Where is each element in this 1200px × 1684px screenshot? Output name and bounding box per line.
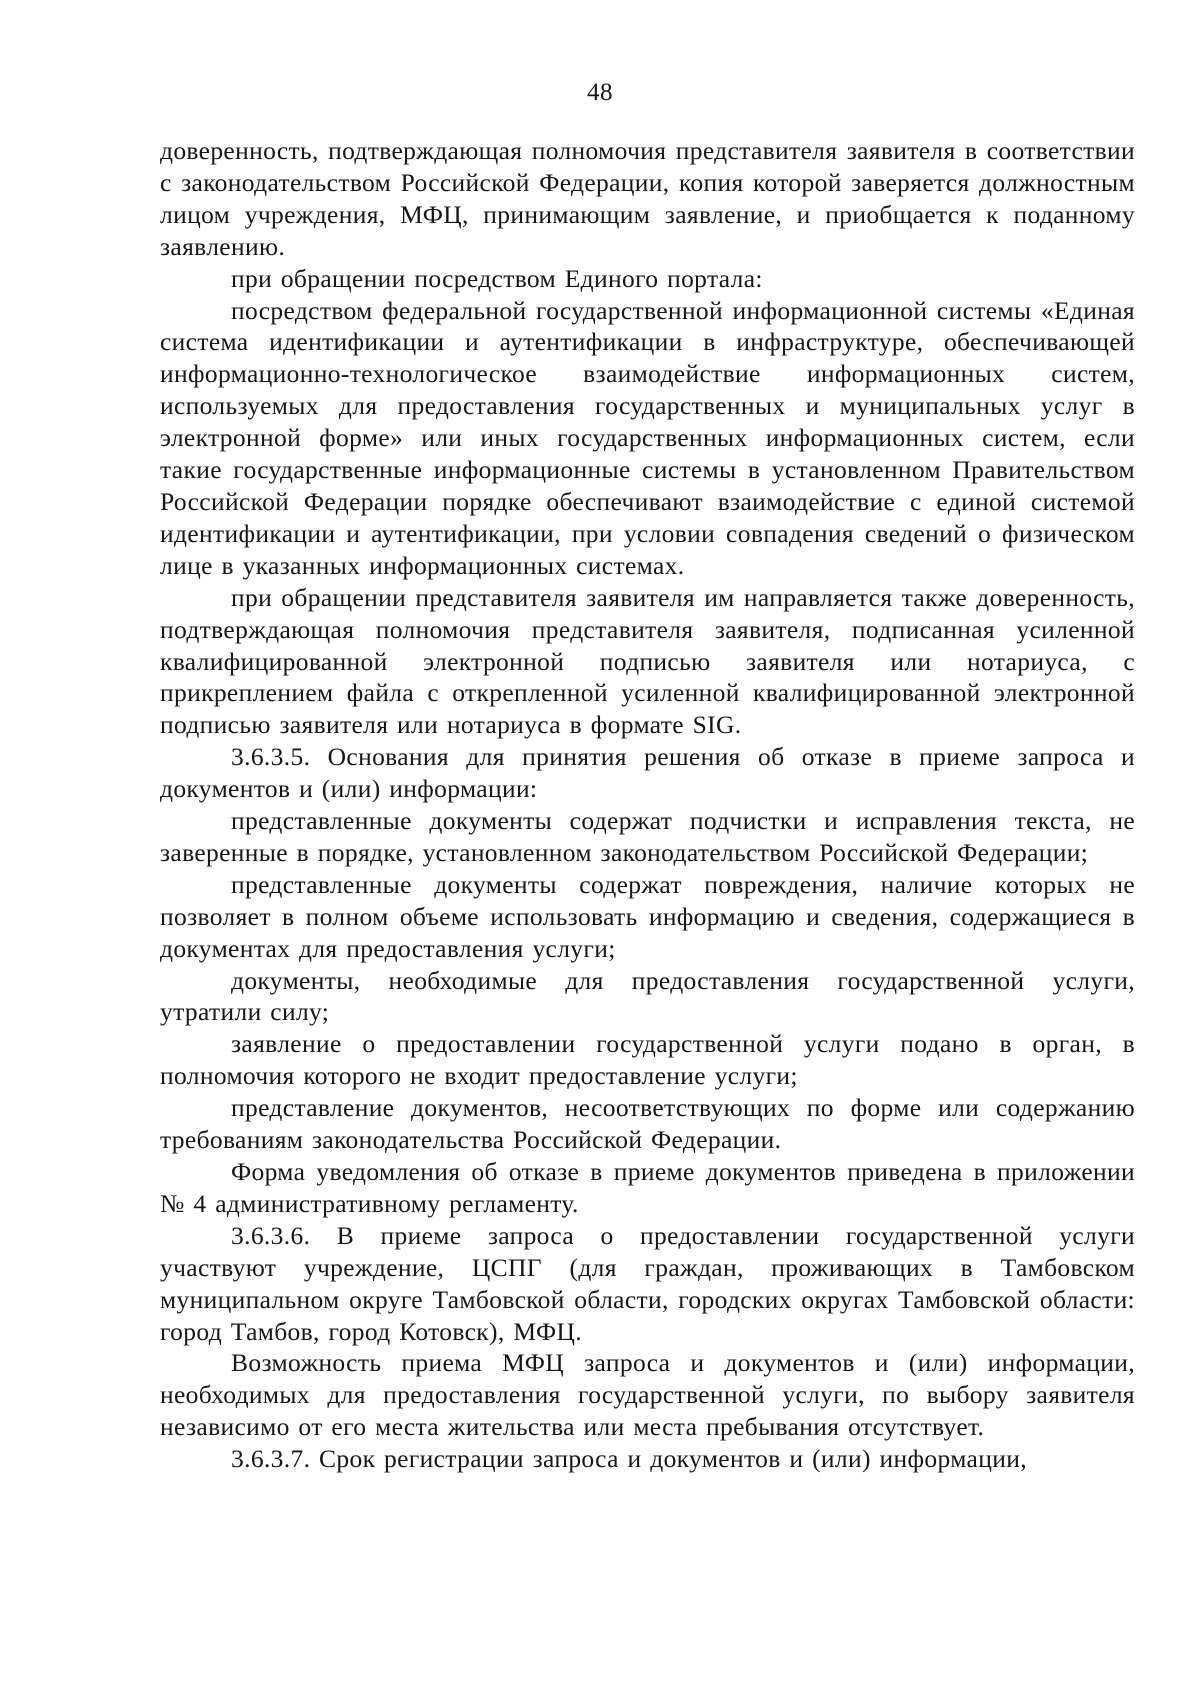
paragraph-power-of-attorney-continuation: доверенность, подтверждающая полномочия представителя заявителя в соответствии с законодательством Российской Федерации, копия которой заверяется должностным лицом учреждения, МФЦ, принимающим заявление, и приобщается к поданному заявлению. (160, 136, 1135, 261)
paragraph-esia-identification: посредством федеральной государственной информационной системы «Единая система идентификации и аутентификации в инфраструктуре, обеспечивающей информационно-технологическое взаимодействие информационных систем, используемых для предоставления государственных и муниципальных услуг в электронной форме» или иных государственных информационных систем, если такие государственные информационные системы в установленном Правительством Российской Федерации порядке обеспечивают взаимодействие с единой системой идентификации и аутентификации, при условии совпадения сведений о физическом лице в указанных информационных системах. (160, 295, 1135, 580)
paragraph-erasures-corrections: представленные документы содержат подчистки и исправления текста, не заверенные в порядке, установленном законодательством Российской Федерации; (160, 806, 1135, 867)
paragraph-nonconforming-documents: представление документов, несоответствующих по форме или содержанию требованиям законодательства Российской Федерации. (160, 1093, 1135, 1155)
paragraph-section-3-6-3-6: 3.6.3.6. В приеме запроса о предоставлении государственной услуги участвуют учреждение, ЦСПГ (для граждан, проживающих в Тамбовском муниципальном округе Тамбовской области, городских округах Тамбовской области: город Тамбов, город Котовск), МФЦ. (160, 1220, 1135, 1346)
paragraph-mfc-extraterritorial: Возможность приема МФЦ запроса и документов и (или) информации, необходимых для предоставления государственной услуги, по выбору заявителя независимо от его места жительства или места пребывания отсутствует. (160, 1348, 1135, 1442)
page-number: 48 (587, 79, 613, 106)
paragraph-section-3-6-3-7: 3.6.3.7. Срок регистрации запроса и документов и (или) информации, (231, 1444, 1027, 1474)
paragraph-section-3-6-3-5: 3.6.3.5. Основания для принятия решения об отказе в приеме запроса и документов и (или) информации: (160, 742, 1135, 804)
paragraph-representative-power-of-attorney: при обращении представителя заявителя им направляется также доверенность, подтверждающая полномочия представителя заявителя, подписанная усиленной квалифицированной электронной подписью заявителя или нотариуса, с прикреплением файла с открепленной усиленной квалифицированной электронной подписью заявителя или нотариуса в формате SIG. (160, 582, 1135, 740)
paragraph-refusal-form-appendix: Форма уведомления об отказе в приеме документов приведена в приложении № 4 административному регламенту. (160, 1157, 1135, 1218)
paragraph-documents-expired: документы, необходимые для предоставления государственной услуги, утратили силу; (160, 965, 1135, 1027)
paragraph-single-portal-request: при обращении посредством Единого портала: (231, 263, 763, 293)
document-body (160, 135, 1135, 1475)
paragraph-wrong-authority: заявление о предоставлении государственной услуги подано в орган, в полномочия которого не входит предоставление услуги; (160, 1029, 1135, 1091)
paragraph-document-damage: представленные документы содержат повреждения, наличие которых не позволяет в полном объеме использовать информацию и сведения, содержащиеся в документах для предоставления услуги; (160, 869, 1135, 963)
